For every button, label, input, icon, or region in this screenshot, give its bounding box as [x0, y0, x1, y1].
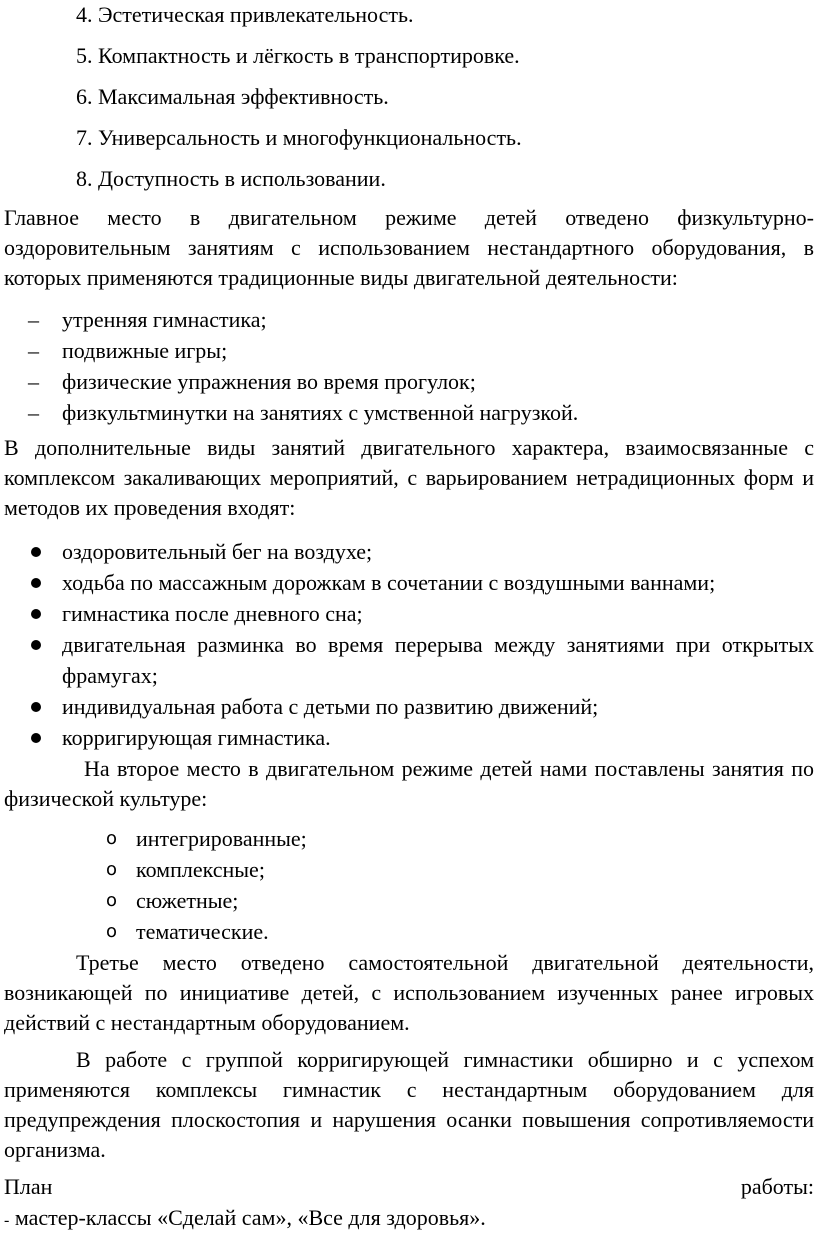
list-item-text: оздоровительный бег на воздухе; — [62, 539, 373, 564]
list-item-text: физические упражнения во время прогулок; — [62, 369, 476, 394]
list-item — [104, 854, 307, 885]
list-item — [0, 722, 816, 753]
paragraph: В дополнительные виды занятий двигательного характера, взаимосвязанные с комплексом закаливающих мероприятий, с варьированием нетрадиционных форм и методов их проведения входят: — [4, 435, 814, 520]
bullet-icon — [31, 609, 41, 619]
numbered-item: 7. Универсальность и многофункциональность. — [76, 125, 522, 150]
list-item — [0, 536, 816, 567]
list-item-text: ходьба по массажным дорожкам в сочетании с воздушными ваннами; — [62, 570, 716, 595]
list-item — [104, 823, 307, 854]
dash-list — [0, 304, 816, 428]
circle-marker: o — [106, 828, 118, 849]
paragraph: На второе место в двигательном режиме детей нами поставлены занятия по физической культуре: — [4, 756, 814, 811]
list-item-text: утренняя гимнастика; — [62, 307, 267, 332]
numbered-item: 6. Максимальная эффективность. — [76, 84, 389, 109]
list-item-text: тематические. — [136, 919, 269, 944]
list-item — [0, 629, 816, 691]
list-item-text: интегрированные; — [136, 826, 307, 851]
list-item — [0, 366, 816, 397]
bullet-icon — [31, 547, 41, 557]
dash-marker: – — [28, 400, 39, 425]
dash-marker: – — [28, 338, 39, 363]
plan-right-word: работы: — [740, 1174, 814, 1199]
list-item — [0, 691, 816, 722]
plan-left-word: План — [4, 1174, 53, 1199]
bullet-icon — [31, 578, 41, 588]
plan-heading — [4, 1172, 814, 1202]
paragraph: В работе с группой корригирующей гимнастики обширно и с успехом применяются комплексы гимнастик с нестандартным оборудованием для предупреждения плоскостопия и нарушения осанки повышения сопротивляемости организма. — [4, 1047, 814, 1162]
list-item-text: двигательная разминка во время перерыва между занятиями при открытых фрамугах; — [62, 632, 814, 688]
list-item-text: сюжетные; — [136, 888, 239, 913]
list-item-text: индивидуальная работа с детьми по развитию движений; — [62, 694, 599, 719]
numbered-item: 8. Доступность в использовании. — [76, 166, 386, 191]
list-item — [0, 567, 816, 598]
list-item — [0, 304, 816, 335]
dash-marker: – — [28, 307, 39, 332]
list-item-text: подвижные игры; — [62, 338, 228, 363]
list-item-text: гимнастика после дневного сна; — [62, 601, 363, 626]
final-line-text: мастер-классы «Сделай сам», «Все для здоровья». — [9, 1205, 486, 1230]
numbered-item: 4. Эстетическая привлекательность. — [76, 2, 414, 27]
list-item — [104, 885, 307, 916]
list-item-text: корригирующая гимнастика. — [62, 725, 331, 750]
list-item — [0, 397, 816, 428]
circle-marker: o — [106, 859, 118, 880]
circle-list — [104, 823, 307, 947]
list-item — [0, 598, 816, 629]
circle-marker: o — [106, 921, 118, 942]
list-item-text: комплексные; — [136, 857, 265, 882]
list-item — [0, 335, 816, 366]
list-item — [104, 916, 307, 947]
bullet-list — [0, 536, 816, 753]
circle-marker: o — [106, 890, 118, 911]
numbered-item: 5. Компактность и лёгкость в транспортировке. — [76, 43, 520, 68]
bullet-icon — [31, 702, 41, 712]
bullet-icon — [31, 640, 41, 650]
bullet-icon — [31, 733, 41, 743]
paragraph: Третье место отведено самостоятельной двигательной деятельности, возникающей по инициативе детей, с использованием изученных ранее игровых действий с нестандартным оборудованием. — [4, 950, 814, 1035]
dash-marker: – — [28, 369, 39, 394]
paragraph: Главное место в двигательном режиме детей отведено физкультурно-оздоровительным занятиям с использованием нестандартного оборудования, в которых применяются традиционные виды двигательной деятельности: — [4, 205, 814, 290]
final-line — [4, 1203, 486, 1236]
final-line-marker: - — [4, 1212, 10, 1229]
list-item-text: физкультминутки на занятиях с умственной нагрузкой. — [62, 400, 579, 425]
